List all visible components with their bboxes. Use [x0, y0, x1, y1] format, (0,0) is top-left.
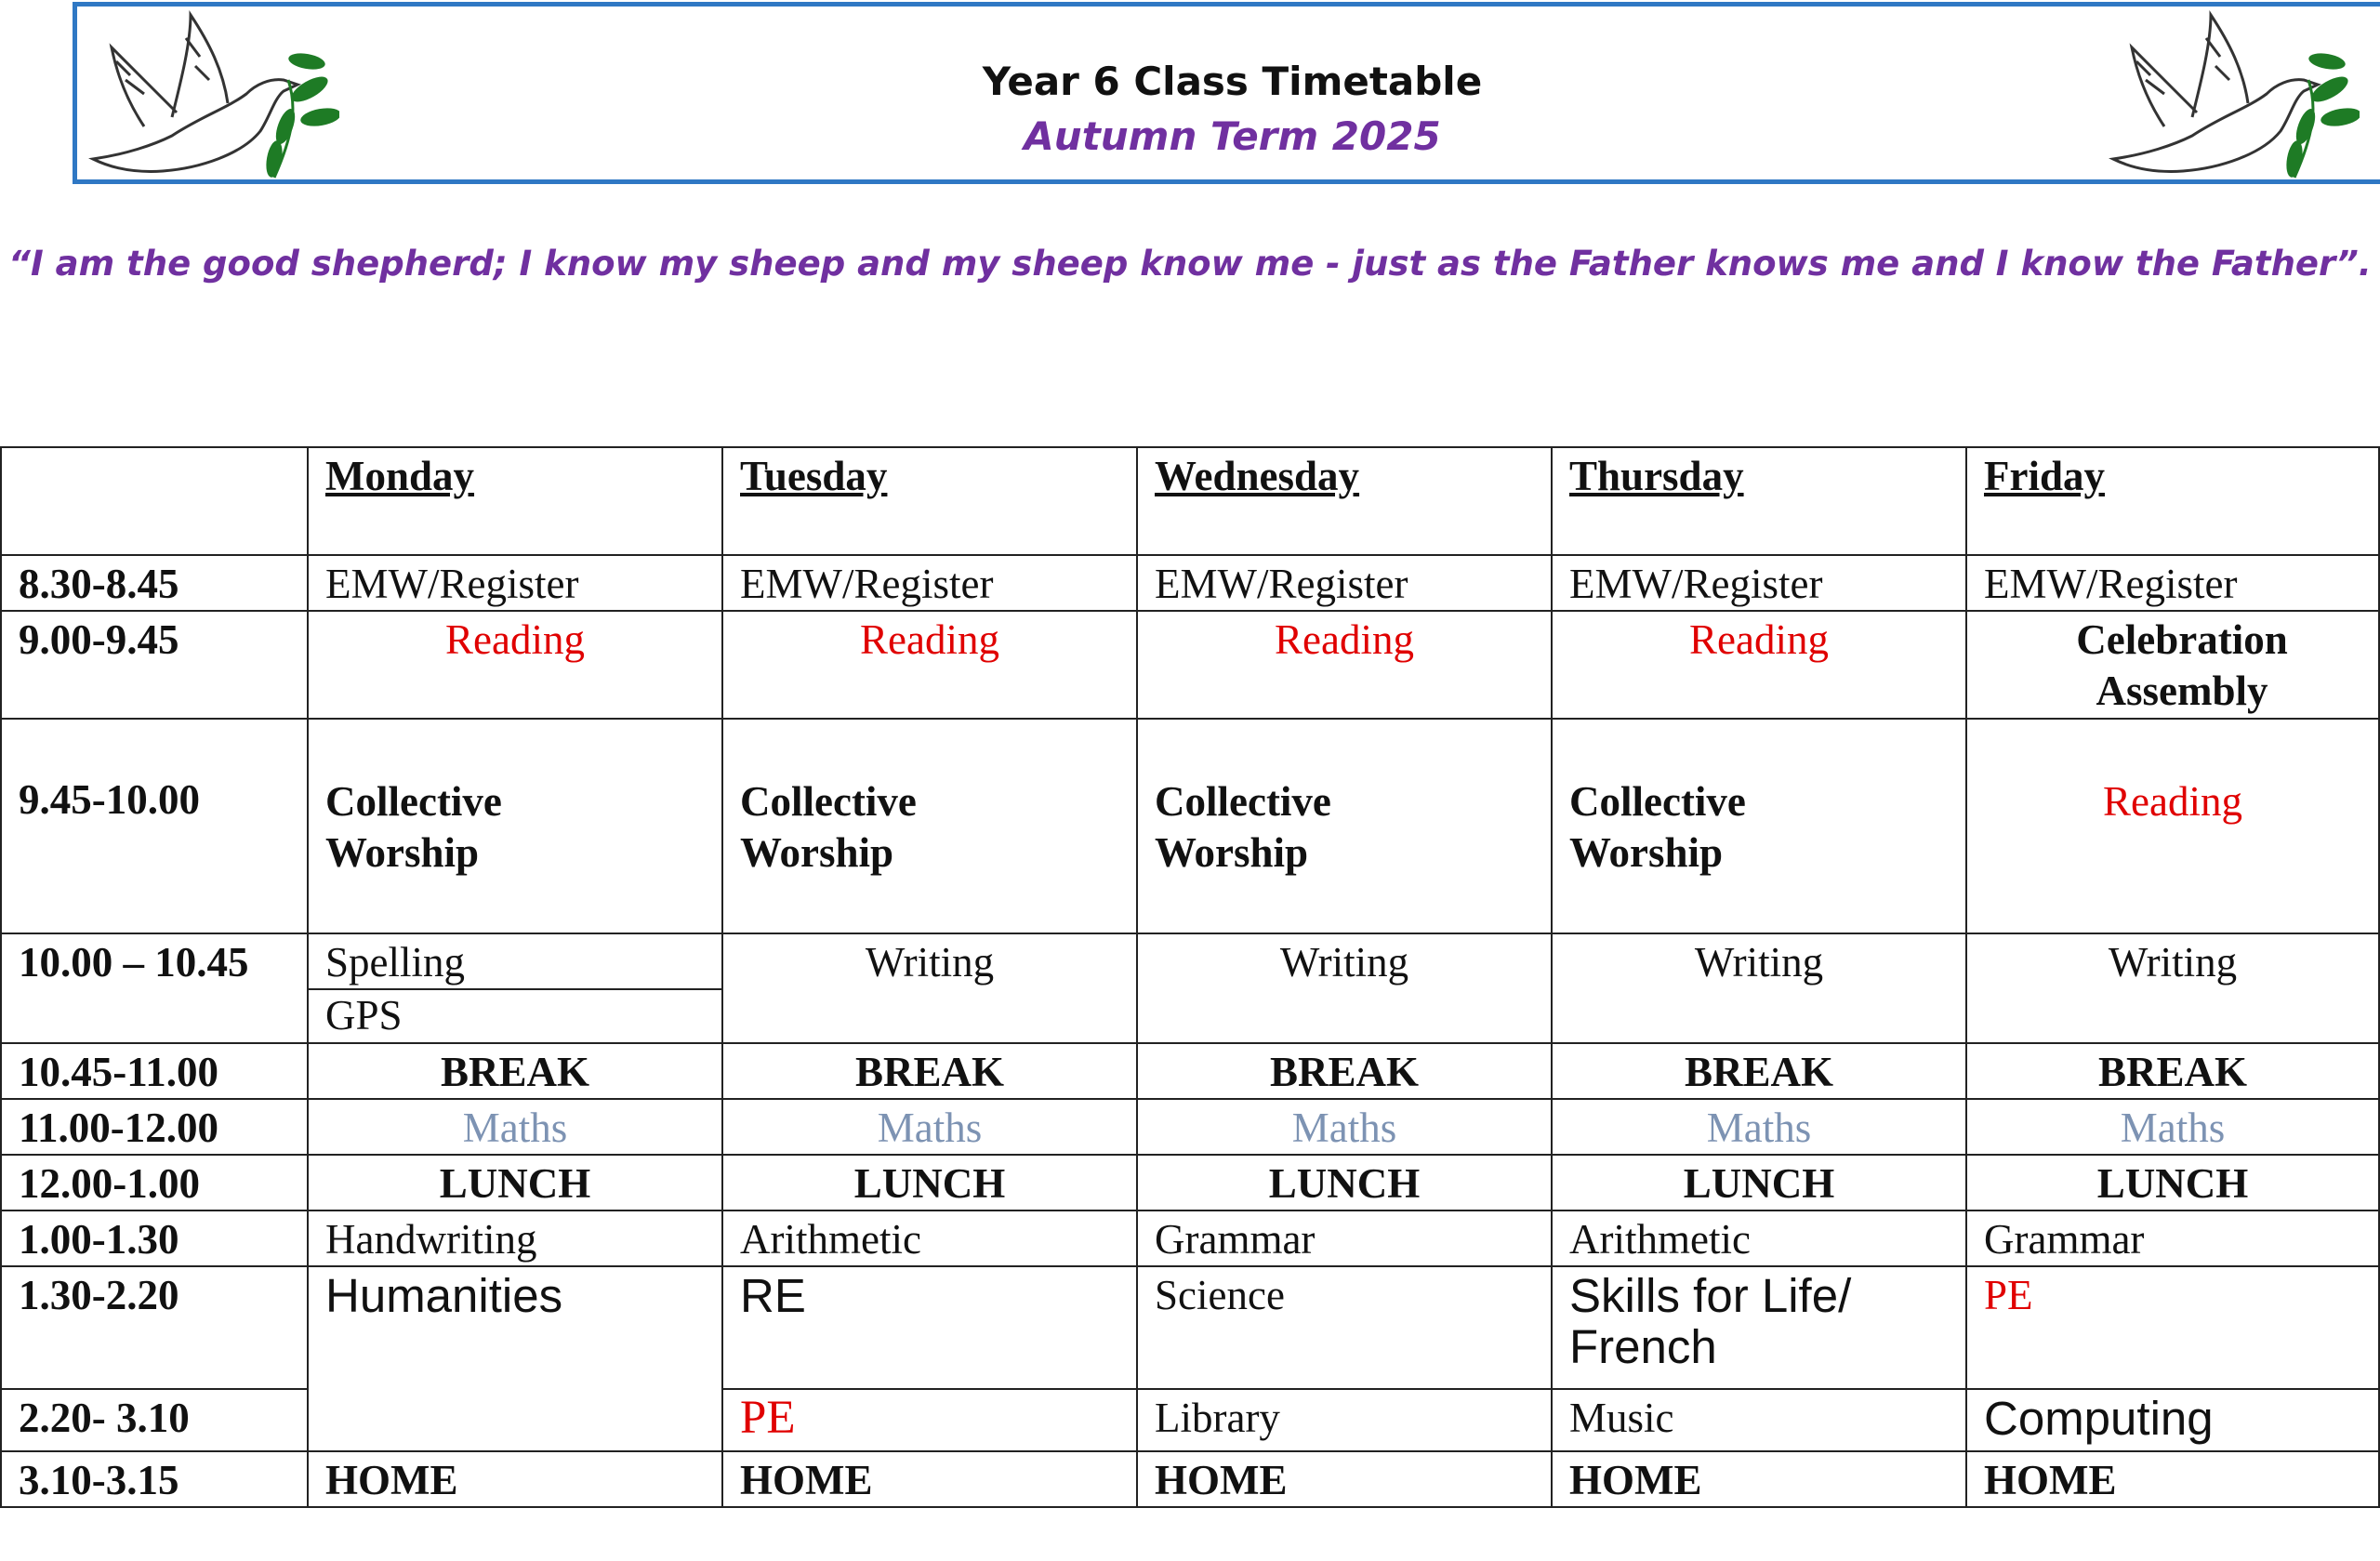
time-cell: 1.30-2.20	[1, 1266, 308, 1389]
lesson-cell: Library	[1137, 1389, 1552, 1451]
worship-label: Collective Worship	[325, 778, 502, 876]
lesson-cell	[1966, 611, 2379, 719]
lesson-cell: Reading	[722, 611, 1137, 719]
lesson-cell: Grammar	[1137, 1210, 1552, 1266]
lesson-cell: HOME	[1552, 1451, 1966, 1507]
table-header-row	[1, 447, 2379, 555]
lesson-cell: Arithmetic	[1552, 1210, 1966, 1266]
lesson-cell: Maths	[1966, 1099, 2379, 1155]
celebration-label: Celebration Assembly	[2076, 616, 2288, 714]
lesson-cell: BREAK	[1137, 1043, 1552, 1099]
lesson-cell: LUNCH	[1137, 1155, 1552, 1210]
bible-quote: “I am the good shepherd; I know my sheep and my sheep know me - just as the Father knows me and I know the Father”.	[8, 244, 2372, 284]
lesson-cell: BREAK	[308, 1043, 722, 1099]
lesson-cell: Grammar	[1966, 1210, 2379, 1266]
lesson-cell	[722, 719, 1137, 933]
lesson-cell: Maths	[1552, 1099, 1966, 1155]
lesson-cell: HOME	[1966, 1451, 2379, 1507]
page-subtitle: Autumn Term 2025	[1024, 113, 1441, 159]
lesson-cell: Maths	[308, 1099, 722, 1155]
time-cell: 9.00-9.45	[1, 611, 308, 719]
lesson-cell: Writing	[1966, 933, 2379, 1043]
lesson-cell: LUNCH	[722, 1155, 1137, 1210]
lesson-cell	[308, 719, 722, 933]
time-cell: 10.45-11.00	[1, 1043, 308, 1099]
dove-with-olive-branch-icon	[2109, 6, 2360, 182]
lesson-cell: Science	[1137, 1266, 1552, 1389]
day-wednesday: Wednesday	[1137, 447, 1552, 555]
lesson-cell: Writing	[1552, 933, 1966, 1043]
lesson-cell: LUNCH	[1966, 1155, 2379, 1210]
time-cell: 12.00-1.00	[1, 1155, 308, 1210]
lesson-cell: Writing	[1137, 933, 1552, 1043]
time-cell: 8.30-8.45	[1, 555, 308, 611]
time-cell: 11.00-12.00	[1, 1099, 308, 1155]
lesson-cell: Music	[1552, 1389, 1966, 1451]
lesson-cell: BREAK	[722, 1043, 1137, 1099]
lesson-cell: EMW/Register	[1137, 555, 1552, 611]
time-cell: 2.20- 3.10	[1, 1389, 308, 1451]
lesson-cell: Skills for Life/ French	[1552, 1266, 1966, 1389]
table-row	[1, 1155, 2379, 1210]
lesson-cell: Reading	[1966, 719, 2379, 933]
time-cell: 1.00-1.30	[1, 1210, 308, 1266]
table-row	[1, 1210, 2379, 1266]
day-monday: Monday	[308, 447, 722, 555]
time-cell: 10.00 – 10.45	[1, 933, 308, 1043]
worship-label: Collective Worship	[740, 778, 917, 876]
lesson-cell	[1552, 719, 1966, 933]
table-row	[1, 719, 2379, 933]
corner-cell	[1, 447, 308, 555]
lesson-cell: Humanities	[308, 1266, 722, 1451]
table-row	[1, 1099, 2379, 1155]
gps-label: GPS	[325, 992, 403, 1038]
lesson-cell	[1137, 719, 1552, 933]
lesson-cell: BREAK	[1966, 1043, 2379, 1099]
lesson-cell: EMW/Register	[722, 555, 1137, 611]
lesson-cell: HOME	[722, 1451, 1137, 1507]
lesson-cell: Maths	[722, 1099, 1137, 1155]
table-row	[1, 611, 2379, 719]
timetable	[0, 446, 2380, 1508]
table-row	[1, 933, 2379, 1043]
time-cell: 9.45-10.00	[1, 719, 308, 933]
lesson-cell: Handwriting	[308, 1210, 722, 1266]
worship-label: Collective Worship	[1155, 778, 1331, 876]
lesson-cell: PE	[722, 1389, 1137, 1451]
lesson-cell: Writing	[722, 933, 1137, 1043]
lesson-cell: HOME	[1137, 1451, 1552, 1507]
lesson-cell: BREAK	[1552, 1043, 1966, 1099]
lesson-cell: EMW/Register	[1966, 555, 2379, 611]
lesson-cell: Computing	[1966, 1389, 2379, 1451]
table-row	[1, 1043, 2379, 1099]
day-tuesday: Tuesday	[722, 447, 1137, 555]
table-row	[1, 555, 2379, 611]
worship-label: Collective Worship	[1569, 778, 1746, 876]
lesson-cell: LUNCH	[1552, 1155, 1966, 1210]
lesson-cell: Reading	[308, 611, 722, 719]
header-box	[73, 2, 2380, 184]
lesson-cell: EMW/Register	[1552, 555, 1966, 611]
day-friday: Friday	[1966, 447, 2379, 555]
lesson-cell: Reading	[1137, 611, 1552, 719]
table-row	[1, 1451, 2379, 1507]
lesson-cell: EMW/Register	[308, 555, 722, 611]
table-row	[1, 1266, 2379, 1389]
lesson-cell: PE	[1966, 1266, 2379, 1389]
spelling-label: Spelling	[309, 937, 721, 990]
lesson-cell: RE	[722, 1266, 1137, 1389]
time-cell: 3.10-3.15	[1, 1451, 308, 1507]
day-thursday: Thursday	[1552, 447, 1966, 555]
lesson-cell: HOME	[308, 1451, 722, 1507]
page-title: Year 6 Class Timetable	[982, 59, 1483, 104]
lesson-cell: LUNCH	[308, 1155, 722, 1210]
lesson-cell	[308, 933, 722, 1043]
lesson-cell: Arithmetic	[722, 1210, 1137, 1266]
dove-with-olive-branch-icon	[88, 6, 339, 182]
lesson-cell: Reading	[1552, 611, 1966, 719]
lesson-cell: Maths	[1137, 1099, 1552, 1155]
